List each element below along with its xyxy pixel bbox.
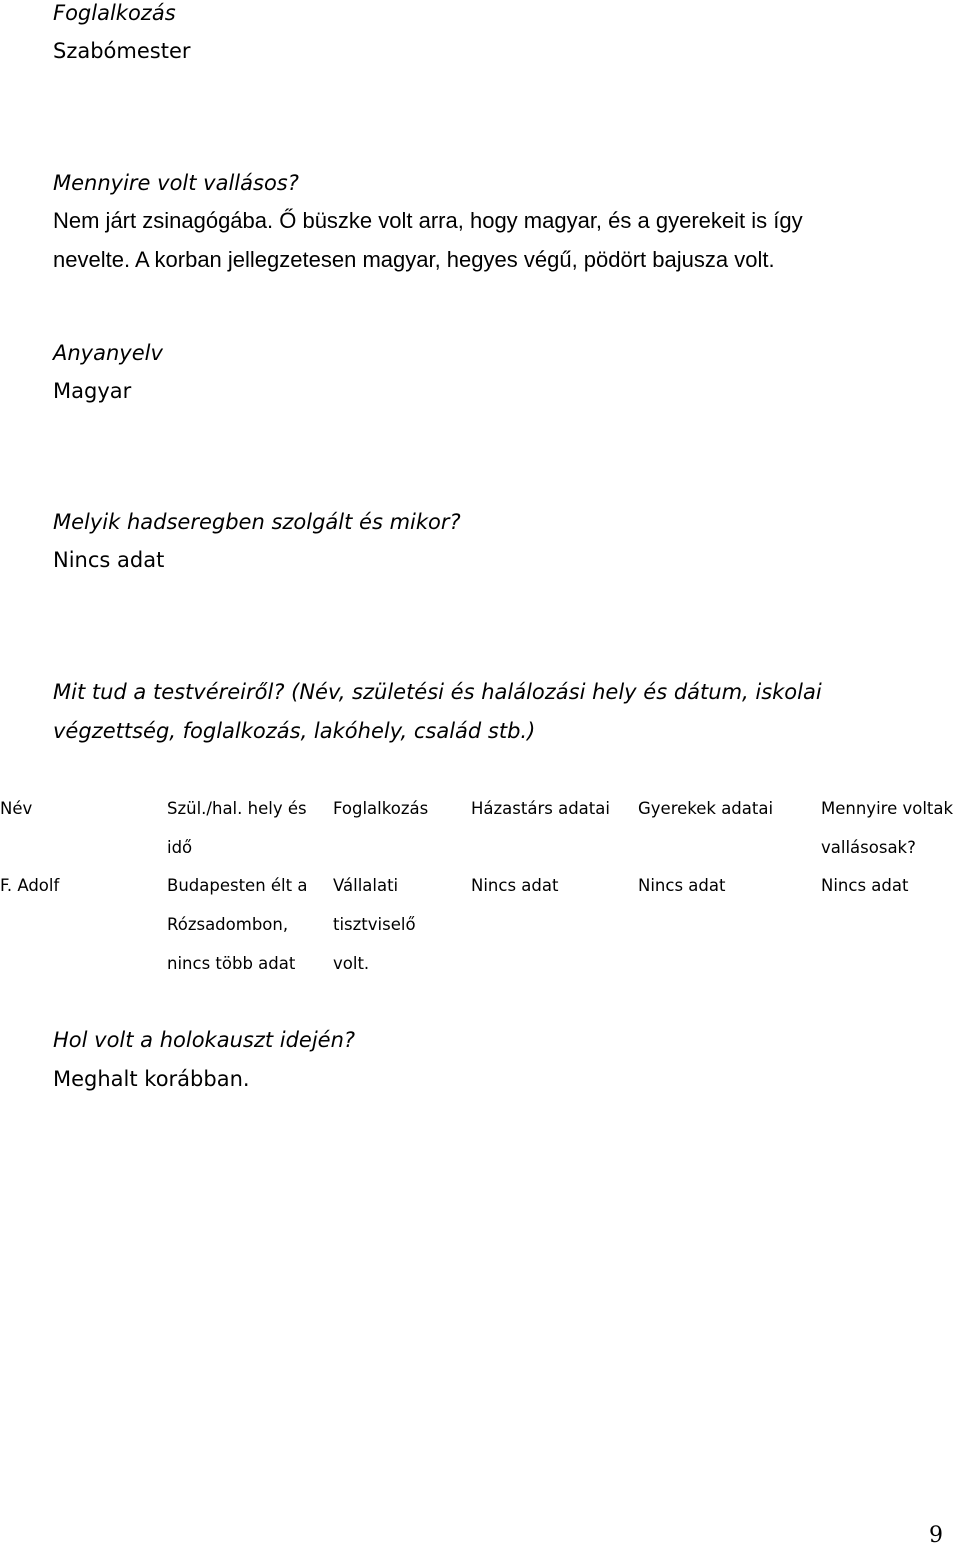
- siblings-question-line1: Mit tud a testvéreiről? (Név, születési és halálozási hely és dátum, iskolai: [53, 680, 822, 704]
- table-header-children: Gyerekek adatai: [638, 799, 774, 818]
- military-answer: Nincs adat: [53, 548, 165, 572]
- siblings-question-line2: végzettség, foglalkozás, lakóhely, család stb.): [53, 719, 536, 743]
- table-cell-birth-death-line1: Budapesten élt a: [167, 876, 308, 895]
- table-header-religiosity: Mennyire voltak: [821, 799, 954, 818]
- holocaust-answer: Meghalt korábban.: [53, 1067, 250, 1091]
- religion-answer-line1: Nem járt zsinagógába. Ő büszke volt arra, hogy magyar, és a gyerekeit is így: [53, 208, 803, 233]
- table-cell-occupation-line1: Vállalati: [333, 876, 399, 895]
- mother-tongue-question: Anyanyelv: [53, 341, 163, 365]
- military-question: Melyik hadseregben szolgált és mikor?: [53, 510, 461, 534]
- table-header-name: Név: [0, 799, 33, 818]
- mother-tongue-answer: Magyar: [53, 379, 132, 403]
- table-header-birth-death-line2: idő: [167, 838, 193, 857]
- table-cell-birth-death-line3: nincs több adat: [167, 954, 296, 973]
- table-cell-occupation-line2: tisztviselő: [333, 915, 416, 934]
- occupation-answer: Szabómester: [53, 39, 191, 63]
- religion-answer-line2: nevelte. A korban jellegzetesen magyar, hegyes végű, pödört bajusza volt.: [53, 247, 775, 272]
- table-cell-birth-death-line2: Rózsadombon,: [167, 915, 289, 934]
- table-cell-religiosity: Nincs adat: [821, 876, 909, 895]
- holocaust-question: Hol volt a holokauszt idején?: [53, 1028, 356, 1052]
- table-header-occupation: Foglalkozás: [333, 799, 429, 818]
- table-cell-children: Nincs adat: [638, 876, 726, 895]
- table-header-birth-death: Szül./hal. hely és: [167, 799, 307, 818]
- religion-question: Mennyire volt vallásos?: [53, 171, 299, 195]
- table-cell-name: F. Adolf: [0, 876, 60, 895]
- table-header-religiosity-line2: vallásosak?: [821, 838, 916, 857]
- page-number: 9: [929, 1523, 943, 1548]
- table-cell-occupation-line3: volt.: [333, 954, 370, 973]
- occupation-question: Foglalkozás: [53, 1, 176, 25]
- table-header-spouse: Házastárs adatai: [471, 799, 610, 818]
- table-cell-spouse: Nincs adat: [471, 876, 559, 895]
